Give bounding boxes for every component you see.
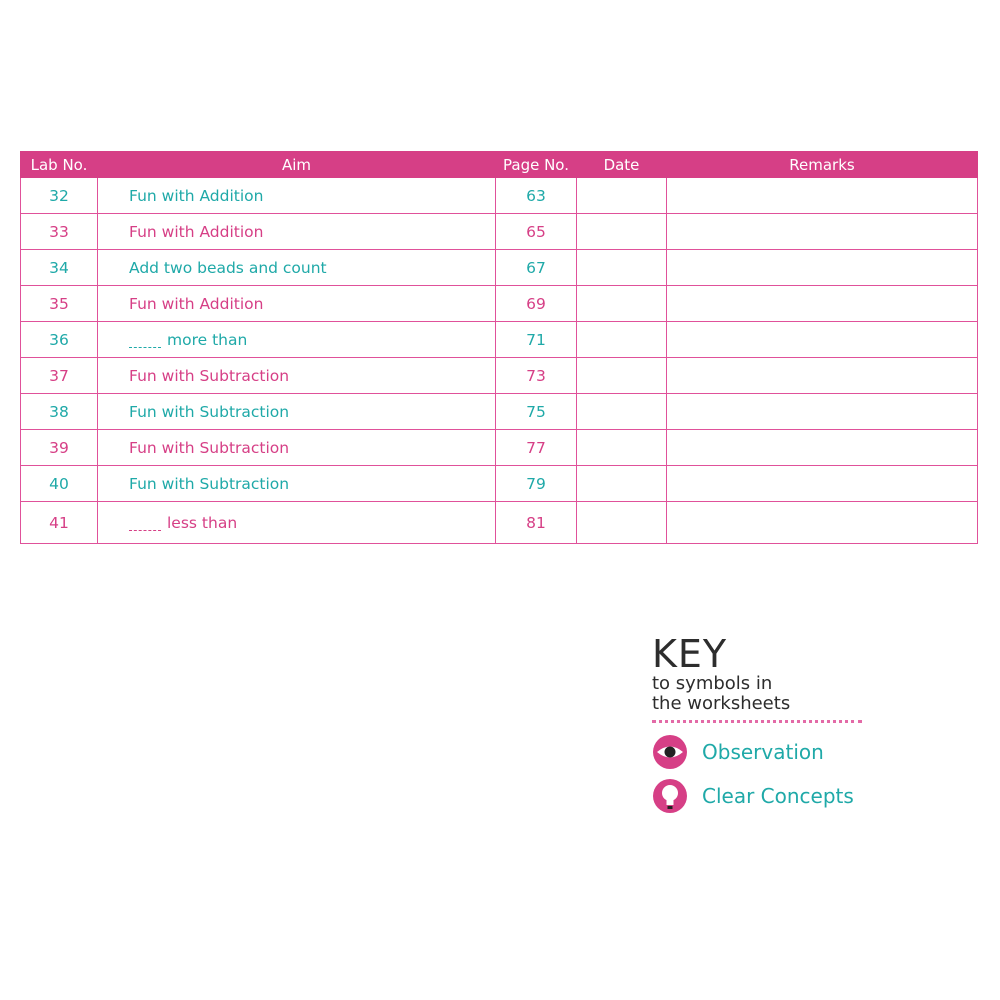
page-no-cell: 81 (496, 502, 577, 544)
header-lab-no: Lab No. (21, 152, 98, 178)
lab-no-cell: 38 (21, 394, 98, 430)
header-aim: Aim (98, 152, 496, 178)
lab-no-cell: 35 (21, 286, 98, 322)
header-page-no: Page No. (496, 152, 577, 178)
table-row (21, 358, 978, 394)
table-row (21, 430, 978, 466)
key-subtitle-line2: the worksheets (652, 693, 791, 714)
table-row (21, 178, 978, 214)
lab-no-cell: 39 (21, 430, 98, 466)
table-row (21, 214, 978, 250)
key-item-observation (652, 734, 867, 770)
lab-table (20, 151, 978, 544)
lab-no-cell: 37 (21, 358, 98, 394)
remarks-cell[interactable] (667, 214, 978, 250)
page-no-cell: 75 (496, 394, 577, 430)
remarks-cell[interactable] (667, 430, 978, 466)
aim-cell: Fun with Subtraction (98, 466, 496, 502)
table-row (21, 322, 978, 358)
remarks-cell[interactable] (667, 502, 978, 544)
page-no-cell: 73 (496, 358, 577, 394)
lab-no-cell: 33 (21, 214, 98, 250)
table-row (21, 250, 978, 286)
page-no-cell: 71 (496, 322, 577, 358)
key-label-observation: Observation (702, 740, 824, 764)
lab-no-cell: 36 (21, 322, 98, 358)
remarks-cell[interactable] (667, 394, 978, 430)
aim-cell: Add two beads and count (98, 250, 496, 286)
table-row (21, 502, 978, 544)
aim-cell: Fun with Addition (98, 178, 496, 214)
date-cell[interactable] (577, 394, 667, 430)
aim-cell: Fun with Addition (98, 286, 496, 322)
key-label-clear-concepts: Clear Concepts (702, 784, 854, 808)
eye-icon (652, 734, 688, 770)
header-remarks: Remarks (667, 152, 978, 178)
key-panel (652, 632, 867, 814)
lab-no-cell: 32 (21, 178, 98, 214)
page-no-cell: 69 (496, 286, 577, 322)
remarks-cell[interactable] (667, 178, 978, 214)
key-divider (652, 720, 862, 723)
aim-cell: Fun with Subtraction (98, 430, 496, 466)
table-row (21, 394, 978, 430)
remarks-cell[interactable] (667, 322, 978, 358)
date-cell[interactable] (577, 286, 667, 322)
key-item-clear-concepts (652, 778, 867, 814)
page-no-cell: 65 (496, 214, 577, 250)
aim-cell: Fun with Subtraction (98, 394, 496, 430)
key-subtitle-line1: to symbols in (652, 673, 773, 694)
page-no-cell: 63 (496, 178, 577, 214)
date-cell[interactable] (577, 430, 667, 466)
aim-text: more than (167, 330, 248, 349)
lightbulb-icon (652, 778, 688, 814)
key-title: KEY (652, 632, 728, 676)
aim-cell (98, 322, 496, 358)
date-cell[interactable] (577, 178, 667, 214)
aim-cell (98, 502, 496, 544)
remarks-cell[interactable] (667, 358, 978, 394)
lab-no-cell: 40 (21, 466, 98, 502)
page-no-cell: 67 (496, 250, 577, 286)
blank-line (129, 530, 161, 531)
date-cell[interactable] (577, 502, 667, 544)
remarks-cell[interactable] (667, 286, 978, 322)
date-cell[interactable] (577, 214, 667, 250)
table-row (21, 466, 978, 502)
aim-cell: Fun with Addition (98, 214, 496, 250)
aim-cell: Fun with Subtraction (98, 358, 496, 394)
page-no-cell: 79 (496, 466, 577, 502)
aim-text: less than (167, 513, 238, 532)
header-date: Date (577, 152, 667, 178)
table-row (21, 286, 978, 322)
remarks-cell[interactable] (667, 466, 978, 502)
lab-no-cell: 41 (21, 502, 98, 544)
date-cell[interactable] (577, 250, 667, 286)
date-cell[interactable] (577, 358, 667, 394)
lab-no-cell: 34 (21, 250, 98, 286)
remarks-cell[interactable] (667, 250, 978, 286)
page-no-cell: 77 (496, 430, 577, 466)
date-cell[interactable] (577, 466, 667, 502)
blank-line (129, 347, 161, 348)
date-cell[interactable] (577, 322, 667, 358)
table-header-row (21, 152, 978, 178)
